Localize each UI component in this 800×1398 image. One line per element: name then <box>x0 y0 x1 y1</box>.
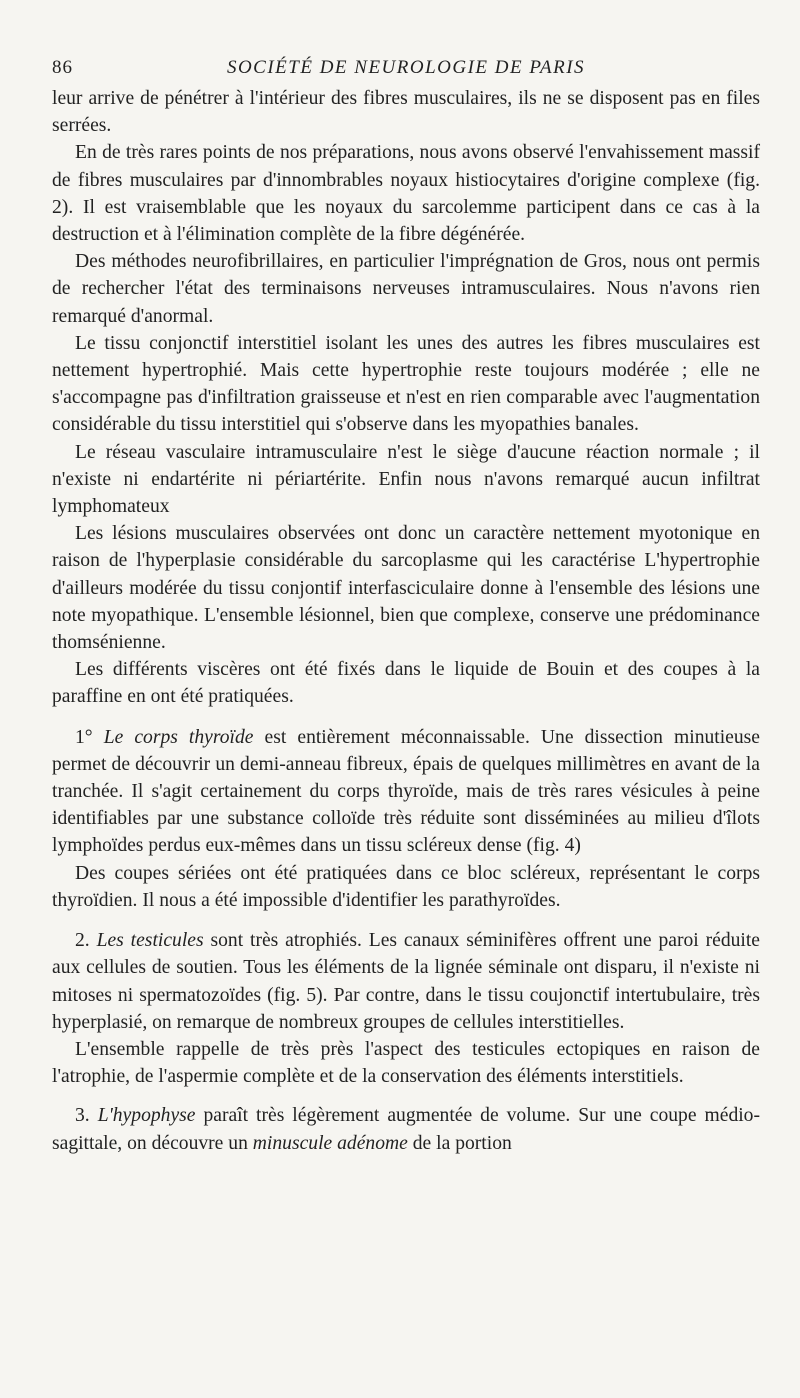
section-heading: L'hypophyse <box>97 1105 196 1127</box>
paragraph-text: paraît très légèrement augmentée de volume. Sur une coupe médio-sagittale, on découvre un <box>52 1105 761 1154</box>
paragraph: Le tissu conjonctif interstitiel isolant les unes des autres les fibres musculaires est nettement hypertrophié. Mais cette hypertrophie reste toujours modérée ; elle ne s'accompagne pas d'infiltration graisseuse et n'est en rien comparable avec l'augmentation considérable du tissu interstitiel qui s'observe dans les myopathies banales. <box>52 332 760 436</box>
paragraph <box>52 724 760 860</box>
paragraph <box>52 927 760 1036</box>
section-number: 3. <box>75 1105 98 1127</box>
paragraph-text: est entièrement méconnaissable. Une dissection minutieuse permet de découvrir un demi-anneau fibreux, épais de quelques millimètres en avant de la tranchée. Il s'agit certainement du corps thyroïde, mais de très rares vésicules à peine identifiables par une substance colloïde très réduite sont disséminées au milieu d'îlots lymphoïdes perdus eux-mêmes dans un tissu scléreux dense (fig. 4) <box>52 726 760 857</box>
section-heading: Les testicules <box>96 930 204 952</box>
page-header <box>52 57 760 85</box>
paragraph: Les lésions musculaires observées ont donc un caractère nettement myotonique en raison de l'hyperplasie considérable du sarcoplasme qui les caractérise L'hypertrophie d'ailleurs modérée du tissu conjontif interfasciculaire donne à l'ensemble des lésions une note myopathique. L'ensemble lésionnel, bien que complexe, conserve une prédominance thomsénienne. <box>52 523 760 654</box>
running-title: SOCIÉTÉ DE NEUROLOGIE DE PARIS <box>226 57 586 78</box>
paragraph: Des méthodes neurofibrillaires, en particulier l'imprégnation de Gros, nous ont permis de rechercher l'état des terminaisons nerveuses intramusculaires. Nous n'avons rien remarqué d'anormal. <box>52 251 760 327</box>
paragraph <box>52 1102 760 1156</box>
page-number: 86 <box>52 57 73 78</box>
section-number: 1° <box>75 726 104 748</box>
emphasis-text: minuscule adénome <box>252 1132 408 1154</box>
paragraph: leur arrive de pénétrer à l'intérieur des fibres musculaires, ils ne se disposent pas en files serrées. <box>52 88 760 137</box>
paragraph: Le réseau vasculaire intramusculaire n'est le siège d'aucune réaction normale ; il n'existe ni endartérite ni périartérite. Enfin nous n'avons remarqué aucun infiltrat lymphomateux <box>52 441 760 518</box>
paragraph-text: de la portion <box>407 1132 512 1154</box>
paragraph: Les différents viscères ont été fixés dans le liquide de Bouin et des coupes à la paraffine en ont été pratiquées. <box>52 659 760 708</box>
paragraph: En de très rares points de nos préparations, nous avons observé l'envahissement massif de fibres musculaires par d'innombrables noyaux histiocytaires d'origine complexe (fig. 2). Il est vraisemblable que les noyaux du sarcolemme participent dans ce cas à la destruction et à l'élimination complète de la fibre dégénérée. <box>52 142 760 246</box>
section-heading: Le corps thyroïde <box>103 726 254 748</box>
section-number: 2. <box>75 930 97 952</box>
paragraph: L'ensemble rappelle de très près l'aspect des testicules ectopiques en raison de l'atrophie, de l'aspermie complète et de la conservation des éléments interstitiels. <box>52 1038 760 1088</box>
paragraph-text: sont très atrophiés. Les canaux séminifères offrent une paroi réduite aux cellules de soutien. Tous les éléments de la lignée séminale ont disparu, il n'existe ni mitoses ni spermatozoïdes (fig. 5). Par contre, dans le tissu coujonctif intertubulaire, très hyperplasié, on remarque de nombreux groupes de cellules interstitielles. <box>52 930 761 1033</box>
paragraph: Des coupes sériées ont été pratiquées dans ce bloc scléreux, représentant le corps thyroïdien. Il nous a été impossible d'identifier les parathyroïdes. <box>52 862 760 911</box>
body-text <box>52 85 760 1157</box>
